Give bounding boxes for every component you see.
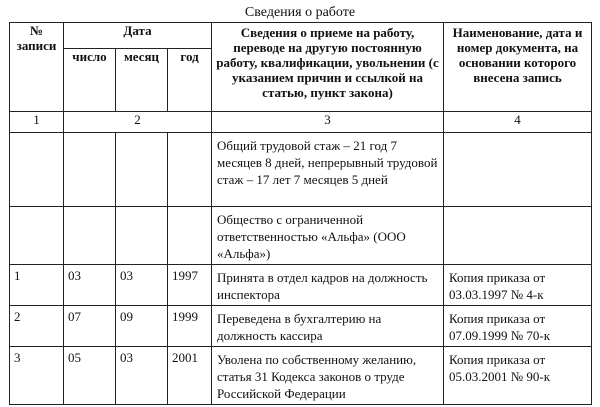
record-document <box>444 207 591 213</box>
column-number-2: 2 <box>64 112 212 133</box>
record-no: 2 <box>14 309 21 324</box>
header-row-top <box>10 23 592 49</box>
table-row <box>10 265 592 306</box>
record-day: 07 <box>68 309 81 324</box>
table-row <box>10 133 592 207</box>
table-row <box>10 347 592 405</box>
header-day: число <box>64 49 116 112</box>
record-year: 1999 <box>172 309 198 324</box>
record-info: Переведена в бухгалтерию на должность кассира <box>217 311 382 343</box>
record-day: 03 <box>68 268 81 283</box>
record-day: 05 <box>68 350 81 365</box>
record-month <box>116 207 167 212</box>
record-year <box>168 133 211 138</box>
record-document: Копия приказа от 07.09.1999 № 70-к <box>449 311 551 343</box>
employment-record-table <box>9 22 592 405</box>
record-day <box>64 207 115 212</box>
record-month: 03 <box>120 268 133 283</box>
record-year: 1997 <box>172 268 198 283</box>
record-info: Общество с ограниченной ответственностью «Альфа» (ООО «Альфа») <box>217 212 406 261</box>
column-number-1: 1 <box>10 112 64 133</box>
record-info: Общий трудовой стаж – 21 год 7 месяцев 8 дней, непрерывный трудовой стаж – 17 лет 7 месяцев 5 дней <box>217 138 438 187</box>
record-info: Уволена по собственному желанию, статья 31 Кодекса законов о труде Российской Федерации <box>217 352 417 401</box>
header-document: Наименование, дата и номер документа, на основании которого внесена запись <box>444 23 592 112</box>
record-day <box>64 133 115 138</box>
record-no: 3 <box>14 350 21 365</box>
header-info: Сведения о приеме на работу, переводе на другую постоянную работу, квалификации, увольнении (с указанием причин и ссылкой на статью, пункт закона) <box>212 23 444 112</box>
header-month: месяц <box>116 49 168 112</box>
record-info: Принята в отдел кадров на должность инспектора <box>217 270 428 302</box>
header-year: год <box>168 49 212 112</box>
header-date: Дата <box>64 23 212 49</box>
record-year: 2001 <box>172 350 198 365</box>
record-year <box>168 207 211 212</box>
header-record-no: № записи <box>10 23 64 112</box>
column-number-3: 3 <box>212 112 444 133</box>
record-no <box>10 207 63 212</box>
table-row <box>10 207 592 265</box>
record-document: Копия приказа от 03.03.1997 № 4-к <box>449 270 546 302</box>
table-row <box>10 306 592 347</box>
record-document: Копия приказа от 05.03.2001 № 90-к <box>449 352 551 384</box>
record-month <box>116 133 167 138</box>
record-no <box>10 133 63 138</box>
column-number-row <box>10 112 592 133</box>
record-month: 03 <box>120 350 133 365</box>
record-month: 09 <box>120 309 133 324</box>
page-title: Сведения о работе <box>244 5 356 20</box>
record-document <box>444 133 591 139</box>
column-number-4: 4 <box>444 112 592 133</box>
record-no: 1 <box>14 268 21 283</box>
